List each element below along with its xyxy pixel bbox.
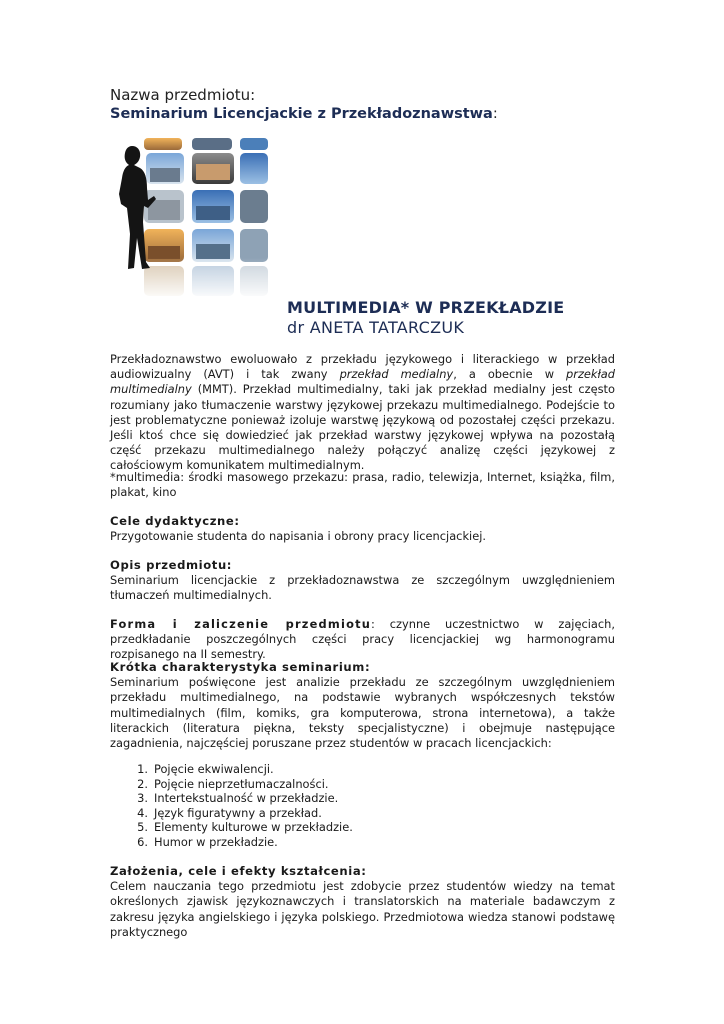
- footnote: *multimedia: środki masowego przekazu: prasa, radio, telewizja, Internet, książka, film, plakat, kino: [110, 470, 615, 500]
- lecturer-name: dr ANETA TATARCZUK: [287, 318, 465, 337]
- goals-text: Przygotowanie studenta do napisania i obrony pracy licencjackiej.: [110, 529, 487, 544]
- characteristics-heading: Krótka charakterystyka seminarium:: [110, 660, 371, 674]
- list-item-text: Humor w przekładzie.: [154, 834, 278, 849]
- list-item-text: Język figuratywny a przekład.: [154, 805, 322, 820]
- list-item: [110, 806, 615, 821]
- list-item: [110, 762, 615, 777]
- intro-text-3: (MMT). Przekład multimedialny, taki jak przekład medialny jest często rozumiany jako tłumaczenie warstwy językowej przekazu multimedialnego. Podejście to jest problematyczne ponieważ izoluje warstwę językową od pozostałej części przekazu. Jeśli ktoś chce się dowiedzieć jak przekład warstwy językowej wpływa na pozostałą część przekazu multimedialnego należy połączyć analizę części językowej z całościowym komunikatem multimedialnym.: [110, 382, 615, 473]
- subject-title-text: Seminarium Licencjackie z Przekładoznawstwa: [110, 106, 493, 122]
- intro-emphasis-2: przekład multimedialny: [110, 367, 616, 397]
- hero-illustration-graphic: [110, 138, 268, 298]
- hero-illustration: [110, 138, 268, 298]
- intro-text-2: , a obecnie w: [453, 367, 567, 382]
- assumptions-section: [110, 864, 615, 940]
- list-item-number: 6.: [137, 834, 148, 849]
- list-item: [110, 820, 615, 835]
- assumptions-heading: Założenia, cele i efekty kształcenia:: [110, 864, 367, 878]
- list-item-number: 5.: [137, 820, 148, 835]
- intro-emphasis-1: przekład medialny: [339, 367, 454, 382]
- intro-text-1: Przekładoznawstwo ewoluowało z przekładu językowego i literackiego w przekład audiowizualny (AVT) i tak zwany: [110, 352, 615, 382]
- list-item-number: 2.: [137, 776, 148, 791]
- description-text: Seminarium licencjackie z przekładoznawstwa ze szczególnym uwzględnieniem tłumaczeń multimedialnych.: [110, 573, 615, 603]
- characteristics-text: Seminarium poświęcone jest analizie przekładu ze szczególnym uwzględnieniem przekładu multimedialnego, na podstawie wybranych współczesnych tekstów multimedialnych (film, komiks, gra komputerowa, strona internetowa), a także literackich (literatura piękna, teksty specjalistyczne) i obejmuje następujące zagadnienia, najczęściej poruszane przez studentów w pracach licencjackich:: [110, 675, 615, 751]
- form-section: [110, 617, 615, 663]
- list-item-number: 1.: [137, 762, 148, 776]
- goals-heading: Cele dydaktyczne:: [110, 514, 240, 528]
- description-heading: Opis przedmiotu:: [110, 558, 233, 572]
- course-title: MULTIMEDIA* W PRZEKŁADZIE: [287, 298, 565, 317]
- list-item-text: Intertekstualność w przekładzie.: [154, 791, 339, 806]
- goals-section: [110, 514, 615, 544]
- subject-title-colon: :: [492, 106, 498, 122]
- description-section: [110, 558, 615, 604]
- form-text: : czynne uczestnictwo w zajęciach, przedkładanie poszczególnych części pracy licencjackiej wg harmonogramu rozpisanego na II semestry.: [110, 617, 615, 662]
- list-item-text: Elementy kulturowe w przekładzie.: [154, 820, 353, 835]
- assumptions-text: Celem nauczania tego przedmiotu jest zdobycie przez studentów wiedzy na temat określonych zjawisk językoznawczych i translatorskich na materiale badawczym z zakresu języka angielskiego i języka polskiego. Przedmiotowa wiedza stanowi podstawę praktycznego: [110, 879, 615, 939]
- list-item-text: Pojęcie nieprzetłumaczalności.: [154, 776, 329, 791]
- list-item-number: 4.: [137, 805, 148, 820]
- list-item: [110, 835, 615, 850]
- subject-title: [110, 106, 498, 122]
- list-item: [110, 777, 615, 792]
- list-item: [110, 791, 615, 806]
- list-item-number: 3.: [137, 791, 148, 806]
- list-item-text: Pojęcie ekwiwalencji.: [154, 762, 274, 776]
- subject-label: Nazwa przedmiotu:: [110, 86, 256, 104]
- topics-list: [110, 762, 615, 850]
- form-heading: Forma i zaliczenie przedmiotu: [110, 617, 372, 631]
- intro-paragraph: [110, 352, 615, 474]
- characteristics-section: [110, 660, 615, 751]
